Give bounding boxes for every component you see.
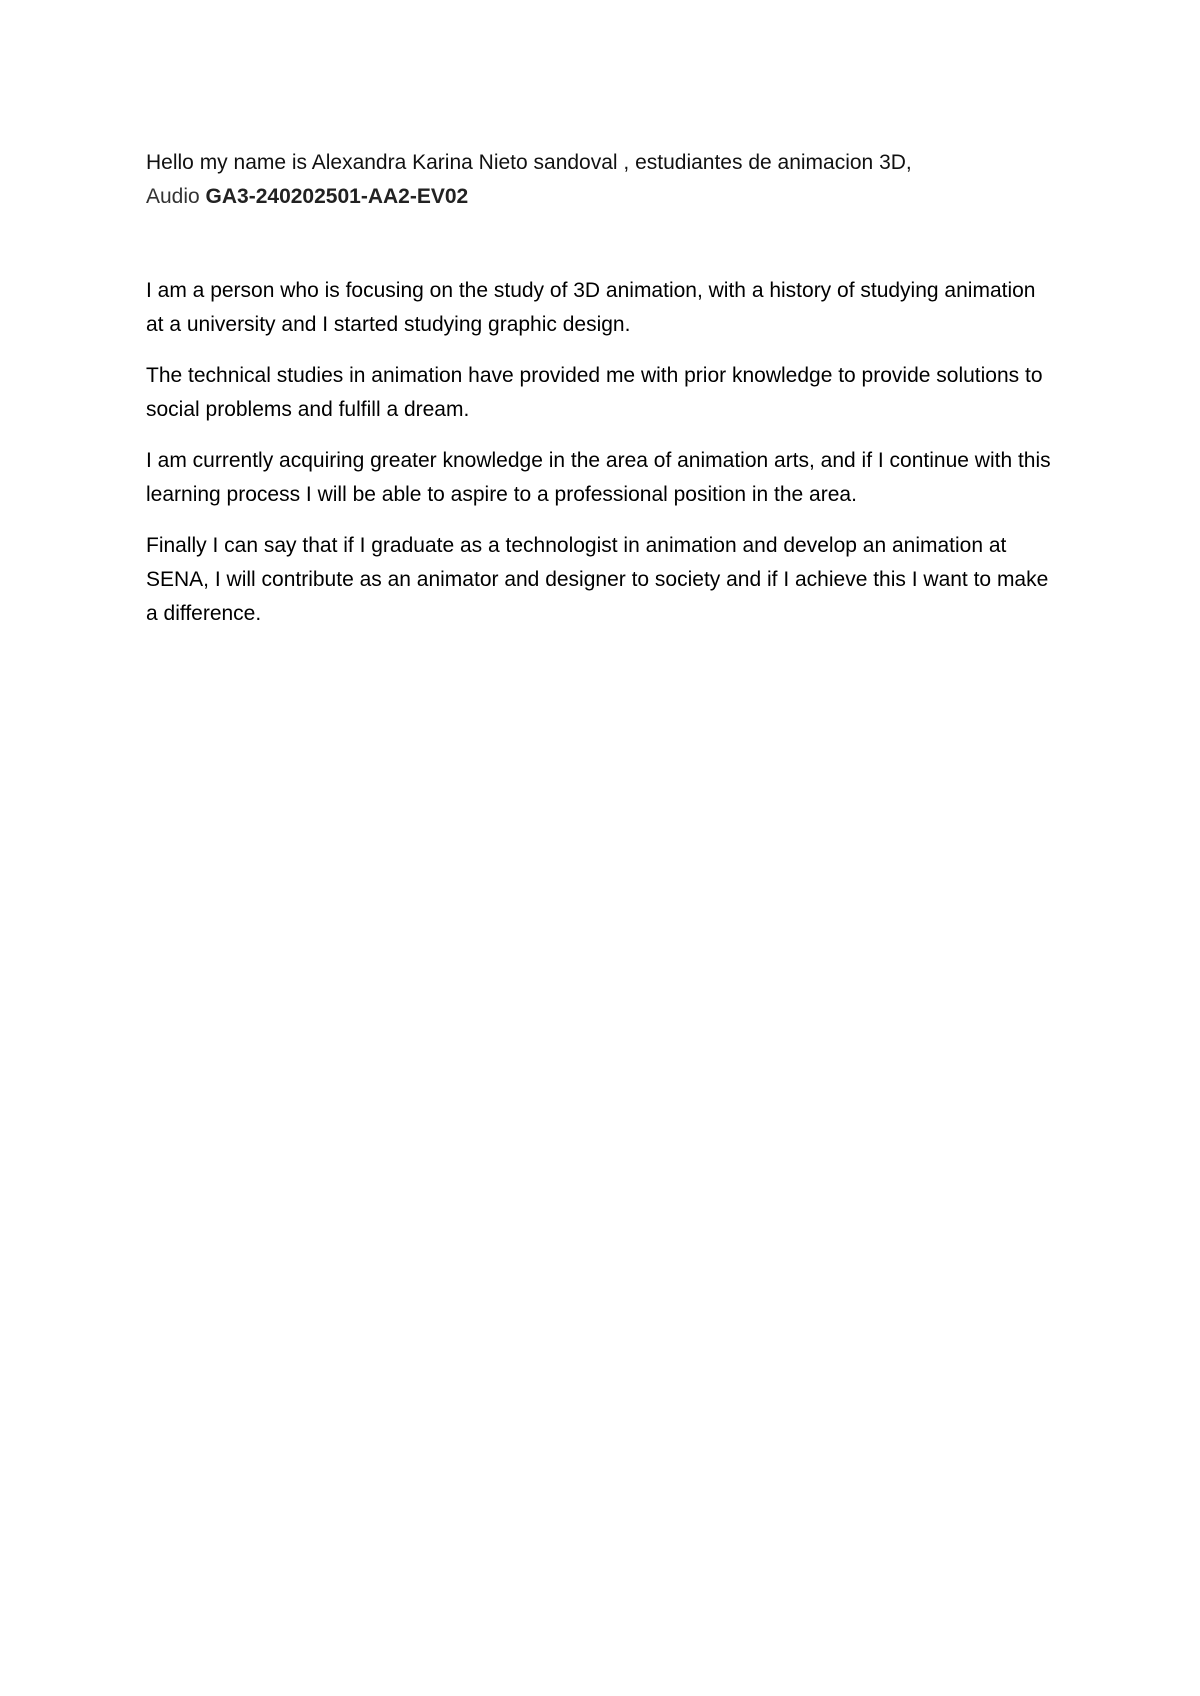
paragraph-3: I am currently acquiring greater knowledge in the area of animation arts, and if I continue with this learning process I will be able to aspire to a professional position in the area. [146,449,1051,506]
intro-heading [146,146,1056,214]
document-body [146,274,1056,631]
paragraph-4: Finally I can say that if I graduate as a technologist in animation and develop an animation at SENA, I will contribute as an animator and designer to society and if I achieve this I want to make a difference. [146,534,1049,625]
audio-label: Audio [146,185,206,208]
paragraph-2: The technical studies in animation have provided me with prior knowledge to provide solutions to social problems and fulfill a dream. [146,364,1043,421]
document-content [146,146,1056,648]
paragraph-1: I am a person who is focusing on the study of 3D animation, with a history of studying animation at a university and I started studying graphic design. [146,279,1036,336]
activity-code: GA3-240202501-AA2-EV02 [205,185,469,208]
intro-line: Hello my name is Alexandra Karina Nieto sandoval , estudiantes de animacion 3D, [146,151,912,174]
